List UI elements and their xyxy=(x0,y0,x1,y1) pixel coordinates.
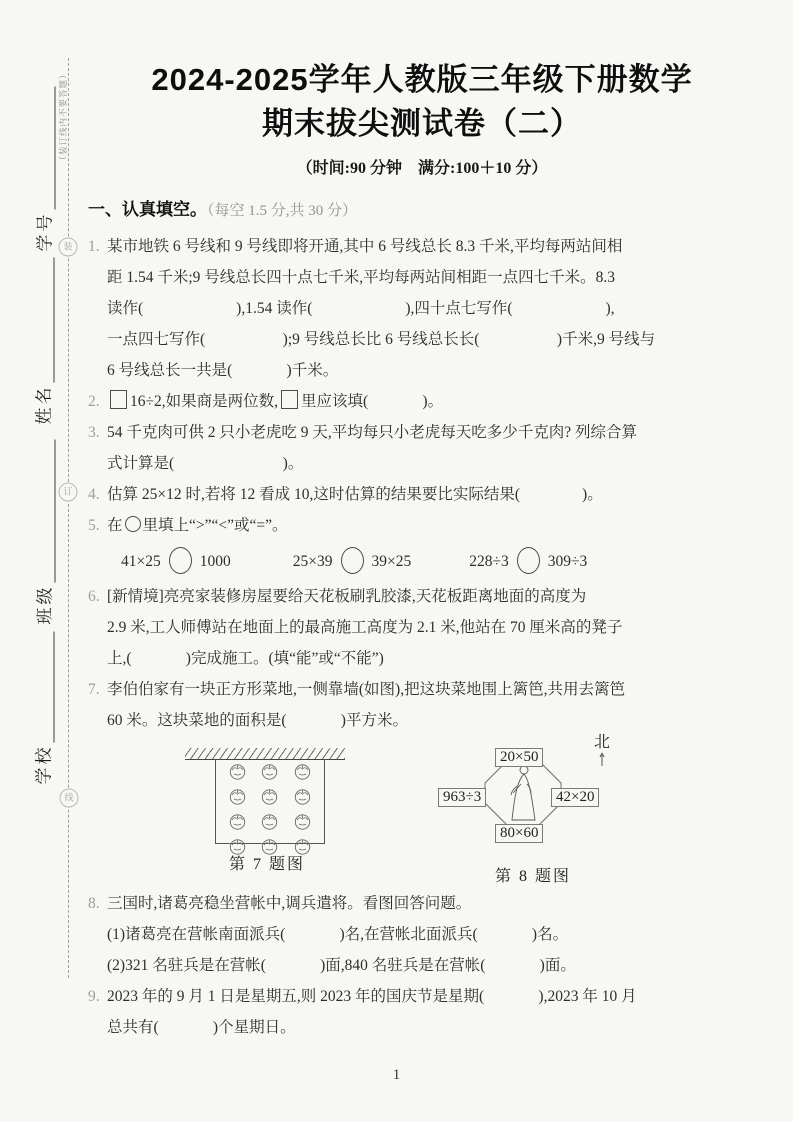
section-title: 一、认真填空。 xyxy=(88,200,207,219)
question-line: 60 米。这块菜地的面积是( )平方米。 xyxy=(107,712,408,729)
comparison-row xyxy=(107,541,756,581)
blank-box xyxy=(110,390,127,409)
question-number: 1. xyxy=(88,238,100,255)
question-line: 上,( )完成施工。(填“能”或“不能”) xyxy=(107,650,384,667)
expression: 1000 xyxy=(199,552,231,570)
question-number: 8. xyxy=(88,895,100,912)
blank-box xyxy=(281,390,298,409)
figure8-caption: 第 8 题图 xyxy=(494,868,571,885)
figure8-box-north: 20×50 xyxy=(495,748,543,767)
question-line: 估算 25×12 时,若将 12 看成 10,这时估算的结果要比实际结果( )。 xyxy=(107,486,603,503)
field-class-label: 班级 xyxy=(35,584,55,625)
question-line: 54 千克肉可供 2 只小老虎吃 9 天,平均每只小老虎每天吃多少千克肉? 列综合算 xyxy=(107,424,638,441)
page-title-line2: 期末拔尖测试卷（二） xyxy=(262,106,582,141)
binding-dashed-line xyxy=(68,58,69,978)
cabbage-icon xyxy=(292,761,313,786)
fill-in-line xyxy=(40,87,56,210)
question-number: 3. xyxy=(88,424,100,441)
question-line: 2023 年的 9 月 1 日是星期五,则 2023 年的国庆节是星期( ),2023 年 10 月 xyxy=(107,988,637,1005)
question-2 xyxy=(88,386,756,417)
blank-circle xyxy=(517,547,540,574)
cabbage-icon xyxy=(259,811,280,836)
cabbage-icon xyxy=(259,786,280,811)
figure-question-7 xyxy=(185,748,357,874)
expression: 228÷3 xyxy=(469,552,509,570)
figure8-box-east: 42×20 xyxy=(551,788,599,807)
page-number: 1 xyxy=(392,1067,401,1083)
question-7 xyxy=(88,674,756,736)
question-number: 5. xyxy=(88,517,100,534)
binding-note: （装订线内不要答题） xyxy=(58,69,68,165)
field-class xyxy=(34,440,56,625)
question-line: 三国时,诸葛亮稳坐营帐中,调兵遣将。看图回答问题。 xyxy=(107,895,472,912)
figure8-box-south: 80×60 xyxy=(495,824,543,843)
question-line: (2)321 名驻兵是在营帐( )面,840 名驻兵是在营帐( )面。 xyxy=(107,957,576,974)
expression: 309÷3 xyxy=(547,552,588,570)
fill-in-line xyxy=(40,440,56,583)
figure-row xyxy=(88,736,756,888)
north-label: 北 xyxy=(593,734,610,751)
wall-hatch xyxy=(185,748,345,760)
exam-meta: （时间:90 分钟 满分:100＋10 分） xyxy=(296,160,548,177)
question-line: 2.9 米,工人师傅站在地面上的最高施工高度为 2.1 米,他站在 70 厘米高的凳子 xyxy=(107,619,623,636)
question-line: 6 号线总长一共是( )千米。 xyxy=(107,362,339,379)
question-line: 读作( ),1.54 读作( ),四十点七写作( ), xyxy=(107,300,615,317)
question-3 xyxy=(88,417,756,479)
section-heading xyxy=(88,196,756,225)
question-number: 2. xyxy=(88,393,100,410)
north-arrow-icon xyxy=(597,751,607,766)
page-title-line1: 2024-2025学年人教版三年级下册数学 xyxy=(151,62,693,97)
seal-char: 装 xyxy=(59,238,78,257)
question-6 xyxy=(88,581,756,674)
north-indicator xyxy=(590,734,614,770)
field-student-number-label: 学号 xyxy=(35,211,55,252)
expression: 39×25 xyxy=(371,552,412,570)
question-4 xyxy=(88,479,756,510)
question-line: (1)诸葛亮在营帐南面派兵( )名,在营帐北面派兵( )名。 xyxy=(107,926,569,943)
field-name-label: 姓名 xyxy=(34,384,54,425)
question-number: 6. xyxy=(88,588,100,605)
figure8-box-west: 963÷3 xyxy=(438,788,486,807)
comparison-item xyxy=(469,546,587,577)
question-text: 在 xyxy=(107,517,123,534)
question-line: 总共有( )个星期日。 xyxy=(107,1019,296,1036)
cabbage-icon xyxy=(292,811,313,836)
expression: 41×25 xyxy=(121,552,161,570)
section-score: （每空 1.5 分,共 30 分） xyxy=(207,203,358,219)
comparison-item xyxy=(121,546,231,577)
cabbage-icon xyxy=(227,761,248,786)
seal-char: 订 xyxy=(59,483,78,502)
field-name xyxy=(33,258,55,425)
zhuge-liang-figure xyxy=(511,766,535,820)
question-line: [新情境]亮亮家装修房屋要给天花板刷乳胶漆,天花板距离地面的高度为 xyxy=(107,588,587,605)
blank-circle xyxy=(125,516,141,532)
figure-question-8 xyxy=(438,732,670,890)
main-content xyxy=(88,50,756,1043)
question-line xyxy=(107,386,756,417)
cabbage-icon xyxy=(227,786,248,811)
question-text: 16÷2,如果商是两位数, xyxy=(130,393,279,410)
expression: 25×39 xyxy=(292,552,333,570)
question-line xyxy=(107,510,756,541)
question-5 xyxy=(88,510,756,581)
cabbage-icon xyxy=(227,811,248,836)
question-number: 7. xyxy=(88,681,100,698)
vegetable-plot xyxy=(215,760,325,844)
question-number: 4. xyxy=(88,486,100,503)
question-line: 某市地铁 6 号线和 9 号线即将开通,其中 6 号线总长 8.3 千米,平均每两站间相 xyxy=(107,238,623,255)
question-number: 9. xyxy=(88,988,100,1005)
question-8 xyxy=(88,888,756,981)
comparison-item xyxy=(293,546,412,577)
blank-circle xyxy=(341,547,364,574)
question-1 xyxy=(88,231,756,386)
field-school-label: 学校 xyxy=(34,744,54,785)
question-text: 里填上“>”“<”或“=”。 xyxy=(142,517,288,534)
fill-in-line xyxy=(39,632,55,743)
blank-circle xyxy=(169,547,192,574)
question-line: 一点四七写作( );9 号线总长比 6 号线总长长( )千米,9 号线与 xyxy=(107,331,656,348)
figure7-caption: 第 7 题图 xyxy=(228,856,305,873)
question-line: 距 1.54 千米;9 号线总长四十点七千米,平均每两站间相距一点四七千米。8.3 xyxy=(107,269,616,286)
field-school xyxy=(33,632,55,785)
question-line: 李伯伯家有一块正方形菜地,一侧靠墙(如图),把这块菜地围上篱笆,共用去篱笆 xyxy=(107,681,625,698)
cabbage-icon xyxy=(259,761,280,786)
cabbage-icon xyxy=(292,786,313,811)
field-student-number xyxy=(34,87,56,252)
question-line: 式计算是( )。 xyxy=(107,455,304,472)
fill-in-line xyxy=(39,258,55,383)
seal-char: 线 xyxy=(60,789,79,808)
question-text: 里应该填( )。 xyxy=(301,393,444,410)
question-9 xyxy=(88,981,756,1043)
